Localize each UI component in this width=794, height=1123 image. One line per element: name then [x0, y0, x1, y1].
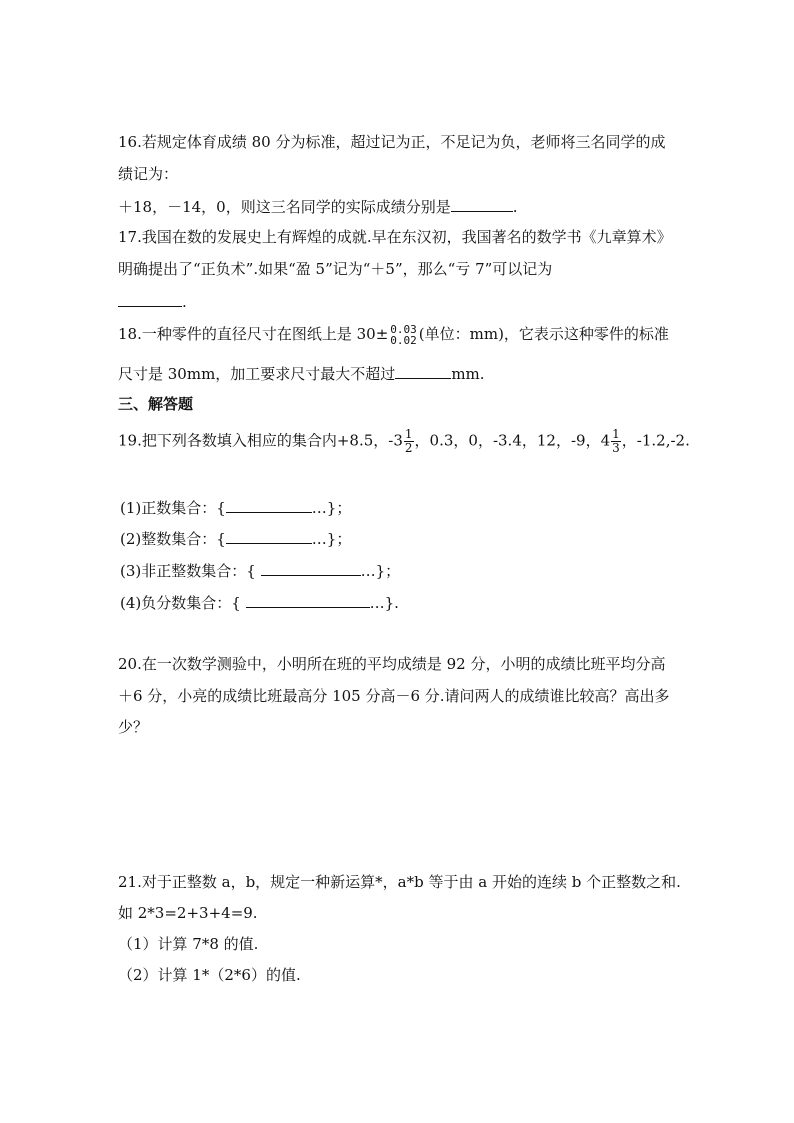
q17-line3: . — [118, 290, 187, 312]
answer-blank[interactable] — [246, 591, 370, 608]
q20-line1: 20.在一次数学测验中，小明所在班的平均成绩是 92 分，小明的成绩比班平均分高 — [118, 655, 666, 673]
q17-line2: 明确提出了“正负术”.如果“盈 5”记为“＋5”，那么“亏 7”可以记为 — [118, 260, 553, 278]
answer-blank[interactable] — [451, 195, 513, 212]
q21-sub2: （2）计算 1*（2*6）的值. — [118, 966, 301, 984]
q16-line2: 绩记为： — [118, 165, 179, 183]
q19-prompt: 19.把下列各数填入相应的集合内+8.5，-3 $\frac{1}{2}$ ，0.3，0，-3.4，12，-9，4 $\frac{1}{3}$ ，-1.2,-2. — [118, 427, 690, 455]
answer-blank[interactable] — [226, 527, 312, 544]
fraction-half: $\frac{1}{2}$ — [404, 427, 413, 455]
fraction-third: $\frac{1}{3}$ — [612, 427, 620, 455]
q19-item-4: (4)负分数集合：{ …}. — [120, 591, 399, 613]
q16-line1: 16.若规定体育成绩 80 分为标准，超过记为正，不足记为负，老师将三名同学的成 — [118, 133, 666, 151]
q18-line2: 尺寸是 30mm，加工要求尺寸最大不超过 mm. — [118, 362, 485, 384]
q21-line1: 21.对于正整数 a，b，规定一种新运算*，a*b 等于由 a 开始的连续 b 个正整数之和. — [118, 873, 681, 891]
answer-blank[interactable] — [261, 559, 361, 576]
q19-item-1: (1)正数集合：{ …}； — [120, 496, 351, 518]
q19-item-3: (3)非正整数集合：{ …}； — [120, 559, 400, 581]
q21-sub1: （1）计算 7*8 的值. — [118, 935, 259, 953]
answer-blank[interactable] — [395, 362, 451, 379]
q21-line2: 如 2*3=2+3+4=9. — [118, 904, 258, 922]
section-heading: 三、解答题 — [118, 395, 194, 413]
q17-line1: 17.我国在数的发展史上有辉煌的成就.早在东汉初，我国著名的数学书《九章算术》 — [118, 228, 672, 246]
q20-line2: ＋6 分，小亮的成绩比班最高分 105 分高－6 分.请问两人的成绩谁比较高？高出多 — [118, 687, 670, 705]
tolerance: 0.03 0.02 — [390, 323, 417, 347]
answer-blank[interactable] — [226, 496, 312, 513]
q19-item-2: (2)整数集合：{ …}； — [120, 527, 351, 549]
q16-line3: ＋18，－14，0，则这三名同学的实际成绩分别是 . — [118, 195, 518, 217]
q18-line1: 18.一种零件的直径尺寸在图纸上是 30± 0.03 0.02 (单位：mm)，它表示这种零件的标准 — [118, 323, 669, 347]
answer-blank[interactable] — [118, 290, 182, 307]
q20-line3: 少？ — [118, 718, 149, 736]
